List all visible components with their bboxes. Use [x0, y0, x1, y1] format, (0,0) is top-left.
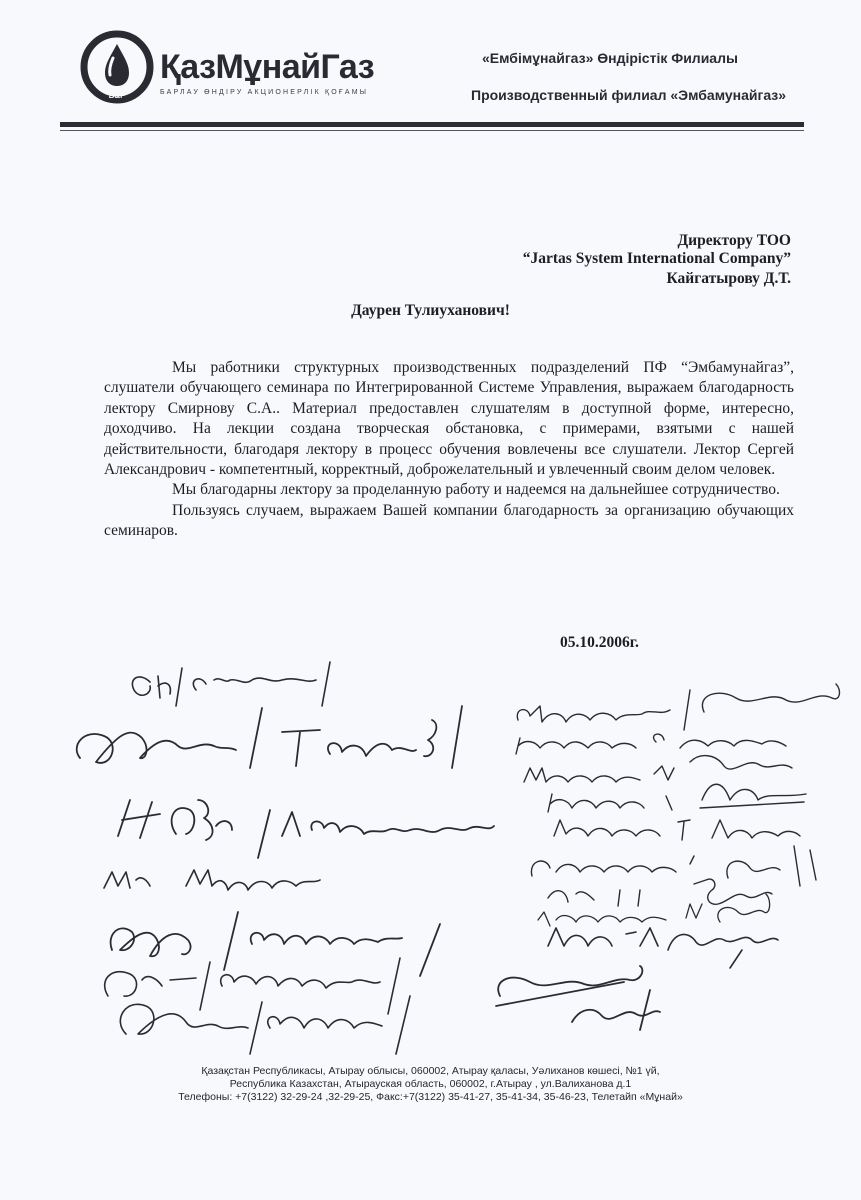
body-paragraph-3: Пользуясь случаем, выражаем Вашей компании благодарность за организацию обучающих семинаров.	[104, 501, 794, 540]
signature-left-2	[77, 706, 462, 768]
company-brand: ҚазМұнайГаз	[160, 48, 375, 86]
footer-address-kz: Қазақстан Республикасы, Атырау облысы, 060002, Атырау қаласы, Уәлиханов көшесі, №1 үй,	[201, 1065, 660, 1077]
signature-left-7	[120, 996, 410, 1054]
signature-right-6	[531, 846, 816, 886]
signature-left-3	[118, 800, 494, 858]
addressee-line-3: Кайгатырову Д.Т.	[666, 270, 791, 287]
signature-right-5	[554, 820, 800, 840]
signature-right-8	[538, 894, 770, 926]
branch-name-kz: «Ембімұнайгаз» Өндірістік Филиалы	[482, 50, 738, 66]
logo-letters: Ь&Р	[108, 91, 126, 100]
company-subtitle: БАРЛАУ ӨНДІРУ АКЦИОНЕРЛІК ҚОҒАМЫ	[160, 89, 369, 96]
signature-left-1	[132, 662, 330, 706]
signature-right-7	[548, 879, 772, 906]
branch-name-ru: Производственный филиал «Эмбамунайгаз»	[471, 87, 787, 103]
addressee-line-2: “Jartas System International Company”	[522, 250, 791, 267]
signature-left-6	[105, 958, 400, 1014]
header-divider	[60, 122, 804, 127]
signature-left-5	[111, 912, 440, 976]
signature-right-10	[496, 966, 660, 1030]
header-divider-thin	[60, 130, 804, 131]
addressee-line-1: Директору ТОО	[677, 232, 791, 249]
signature-right-4	[548, 784, 806, 812]
signature-right-1	[517, 684, 839, 730]
company-logo-icon	[80, 30, 154, 104]
signature-left-4	[104, 870, 320, 890]
signature-right-3	[524, 756, 792, 782]
signatures-block	[0, 650, 861, 1070]
body-paragraph-2: Мы благодарны лектору за проделанную работу и надеемся на дальнейшее сотрудничество.	[172, 481, 780, 499]
body-paragraph-1: Мы работники структурных производственных подразделений ПФ “Эмбамунайгаз”, слушатели обучающего семинара по Интегрированной Системе Управления, выражаем благодарность лектору Смирнову С.А.. Материал предоставлен слушателям в доступной форме, интересно, доходчиво. На лекции создана творческая обстановка, с примерами, взятыми с нашей действительности, благодаря лектору в процесс обучения вовлечены все слушатели. Лектор Сергей Александрович - компетентный, корректный, доброжелательный и увлеченный своим делом человек.	[104, 359, 794, 479]
letter-body	[104, 358, 794, 542]
footer-contacts: Телефоны: +7(3122) 32-29-24 ,32-29-25, Факс:+7(3122) 35-41-27, 35-41-34, 35-46-23, Телетайп «Мұнай»	[178, 1091, 683, 1103]
letter-date: 05.10.2006г.	[560, 634, 639, 651]
greeting: Даурен Тулиуханович!	[351, 302, 510, 319]
signature-right-2	[516, 734, 786, 754]
signature-right-9	[548, 928, 778, 968]
footer-address-ru: Республика Казахстан, Атырауская область, 060002, г.Атырау , ул.Валиханова д.1	[229, 1078, 632, 1090]
